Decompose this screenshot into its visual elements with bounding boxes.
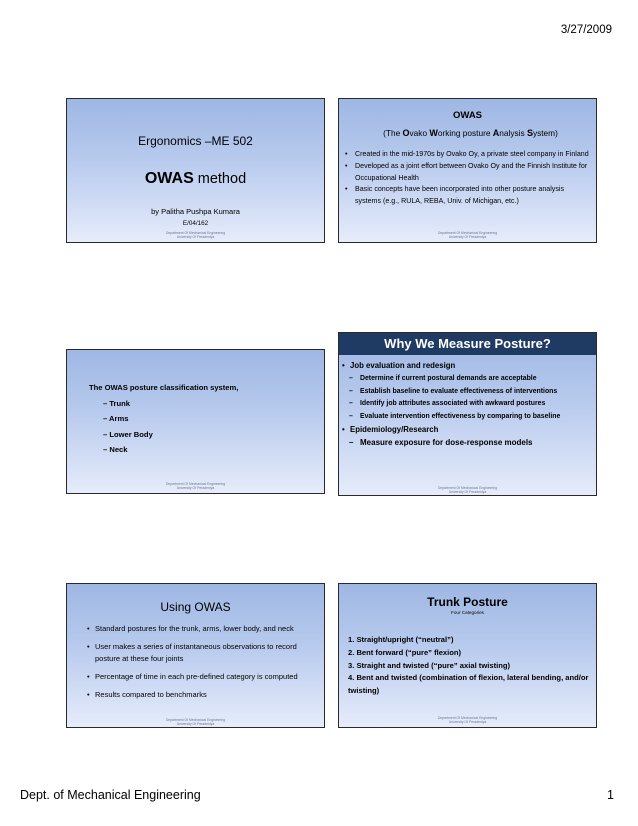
list-item: • Standard postures for the trunk, arms, lower body, and neck (87, 624, 294, 633)
list-item: – Evaluate intervention effectiveness by comparing to baseline (349, 413, 561, 421)
slide-footer-line1: Department Of Mechanical Engineering (165, 230, 226, 235)
list-item: – Neck (103, 445, 128, 454)
footer-department: Dept. of Mechanical Engineering (20, 788, 201, 802)
acr-o: O (402, 128, 410, 138)
acr-3: nalysis (499, 128, 527, 138)
list-item: 4. Bent and twisted (combination of flexion, lateral bending, and/or twisting) (348, 673, 589, 696)
page-number: 1 (607, 788, 614, 802)
slide-title: Why We Measure Posture? (339, 333, 596, 355)
bullet-list (87, 623, 312, 707)
acr-1: vako (409, 128, 430, 138)
method-bold: OWAS (144, 170, 194, 187)
acr-s: S (526, 128, 533, 138)
slide-5 (66, 583, 325, 728)
author-line: by Palitha Pushpa Kumara (151, 207, 240, 216)
slide-footer-line1: Department Of Mechanical Engineering (437, 715, 498, 720)
slide-4 (338, 332, 597, 496)
acr-open: (The (383, 128, 403, 138)
slide-footer (67, 231, 324, 239)
list-item: • Percentage of time in each pre-defined category is computed (87, 672, 298, 681)
list-item: • Results compared to benchmarks (87, 690, 207, 699)
list-item: • Developed as a joint effort between Ovako Oy and the Finnish Institute for Occupational Health (345, 161, 588, 182)
slide-6 (338, 583, 597, 728)
acr-2: orking posture (437, 128, 493, 138)
method-rest: method (193, 171, 247, 187)
acr-a: A (492, 128, 500, 138)
slide-footer-line1: Department Of Mechanical Engineering (165, 717, 226, 722)
slide-subtitle: Four Categories (451, 610, 484, 615)
slide-footer (67, 718, 324, 726)
slide-footer-line2: University Of Peradeniya (448, 234, 487, 239)
slide-footer-line1: Department Of Mechanical Engineering (165, 481, 226, 486)
list-item: • User makes a series of instantaneous observations to record posture at these four joints (87, 642, 297, 663)
acr-4: ystem) (532, 128, 558, 138)
acr-w: W (429, 128, 438, 138)
list-item: – Establish baseline to evaluate effectiveness of interventions (349, 387, 558, 395)
page-date: 3/27/2009 (560, 24, 612, 36)
slide-footer-line2: University Of Peradeniya (176, 234, 215, 239)
list-item: • Created in the mid-1970s by Ovako Oy, a private steel company in Finland (345, 150, 589, 158)
author-id: E/04/162 (182, 220, 209, 227)
slide-footer-line1: Department Of Mechanical Engineering (437, 230, 498, 235)
list-item: • Basic concepts have been incorporated into other posture analysis systems (e.g., RULA, REBA, Univ. of Michigan, etc.) (345, 185, 564, 206)
method-title (67, 170, 324, 188)
list-heading: The OWAS posture classification system, (89, 383, 239, 392)
classification-list (89, 380, 238, 458)
slide-footer (339, 716, 596, 724)
slide-footer-line2: University Of Peradeniya (176, 721, 215, 726)
list-item: 2. Bent forward (“pure” flexion) (348, 647, 462, 657)
slide-2 (338, 98, 597, 243)
list-item: 3. Straight and twisted (“pure” axial twisting) (348, 660, 511, 670)
slide-1 (66, 98, 325, 243)
slide-footer (67, 482, 324, 490)
list-item: • Job evaluation and redesign (342, 361, 456, 370)
slide-footer (339, 231, 596, 239)
list-item: – Determine if current postural demands are acceptable (349, 374, 537, 382)
list-item: – Lower Body (103, 429, 153, 439)
list-item: 1. Straight/upright (“neutral”) (348, 635, 454, 644)
list-item: • Epidemiology/Research (342, 424, 439, 434)
slide-title: Using OWAS (160, 600, 231, 614)
slide-footer-line1: Department Of Mechanical Engineering (437, 485, 498, 490)
list-item: – Identify job attributes associated with awkward postures (349, 400, 546, 408)
slide-title: OWAS (452, 110, 483, 121)
slide-footer-line2: University Of Peradeniya (448, 719, 487, 724)
bullet-list (344, 149, 590, 208)
list-item: – Trunk (103, 398, 131, 408)
list-item: – Arms (103, 414, 129, 423)
acronym-expansion (345, 128, 596, 138)
slide-title: Trunk Posture (427, 595, 508, 609)
bullet-list (342, 360, 594, 450)
slide-3 (66, 349, 325, 494)
list-item: – Measure exposure for dose-response models (349, 437, 533, 447)
numbered-list (348, 634, 590, 698)
slide-footer-line2: University Of Peradeniya (448, 489, 487, 494)
slide-footer-line2: University Of Peradeniya (176, 485, 215, 490)
slide-footer (339, 486, 596, 494)
course-title: Ergonomics –ME 502 (138, 134, 253, 148)
